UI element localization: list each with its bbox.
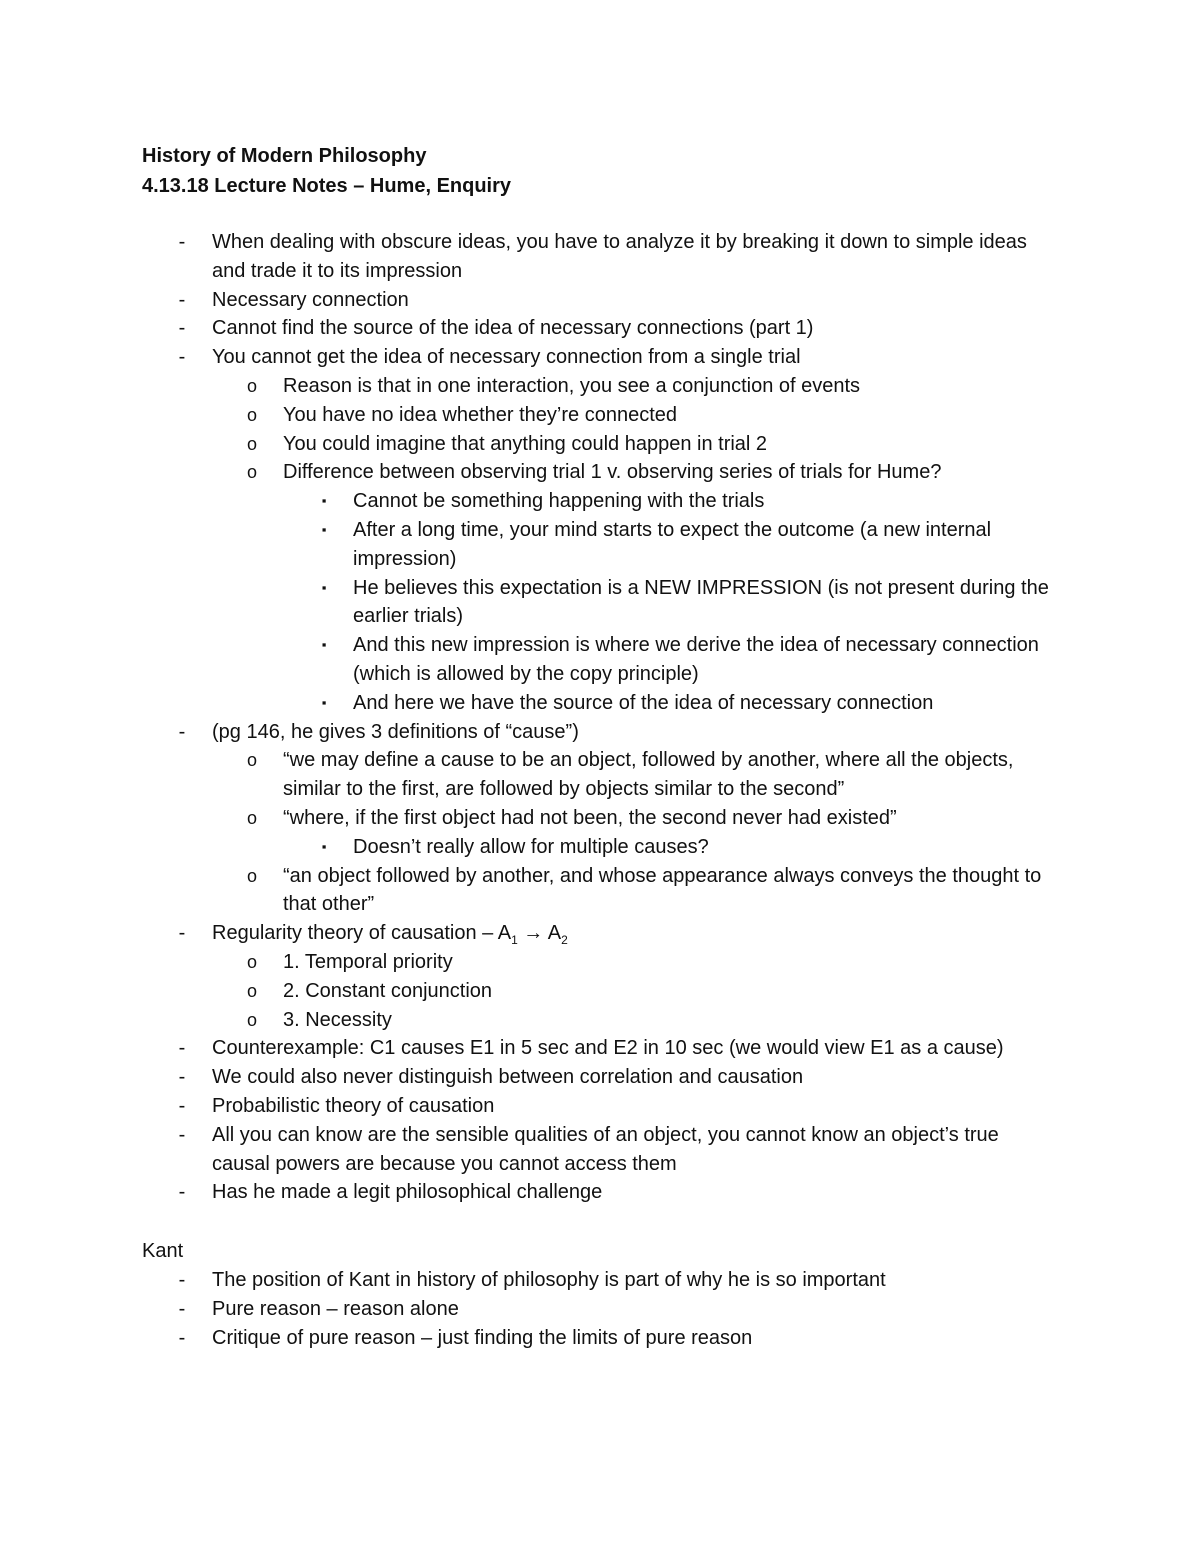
list-item-text: Reason is that in one interaction, you see a conjunction of events bbox=[283, 374, 861, 397]
arrow-text: → A bbox=[517, 922, 562, 945]
list-item bbox=[142, 1121, 1062, 1179]
dash-bullet: - bbox=[178, 1181, 186, 1204]
list-item bbox=[142, 286, 1062, 315]
square-bullet: ▪ bbox=[321, 493, 327, 509]
list-item-text: Necessary connection bbox=[212, 288, 409, 311]
list-item-text: Probabilistic theory of causation bbox=[212, 1094, 495, 1117]
list-item bbox=[142, 833, 1062, 862]
list-item bbox=[142, 314, 1062, 343]
circle-bullet: o bbox=[246, 375, 257, 396]
list-item-regularity bbox=[142, 919, 1062, 948]
list-item-text: Doesn’t really allow for multiple causes? bbox=[353, 835, 709, 858]
list-item bbox=[142, 1092, 1062, 1121]
list-item-text: He believes this expectation is a NEW IMPRESSION (is not present during the earlier trials) bbox=[353, 576, 1049, 628]
dash-bullet: - bbox=[178, 1066, 186, 1089]
list-item-text: 1. Temporal priority bbox=[283, 950, 453, 973]
list-item bbox=[142, 343, 1062, 372]
list-item-text: Difference between observing trial 1 v. observing series of trials for Hume? bbox=[283, 461, 942, 484]
list-item bbox=[142, 458, 1062, 487]
list-item bbox=[142, 977, 1062, 1006]
square-bullet: ▪ bbox=[321, 521, 327, 537]
dash-bullet: - bbox=[178, 922, 186, 945]
circle-bullet: o bbox=[246, 462, 257, 483]
document-page bbox=[142, 141, 1062, 1352]
list-item bbox=[142, 689, 1062, 718]
list-item-text: Cannot find the source of the idea of necessary connections (part 1) bbox=[212, 317, 814, 340]
list-item-text: “we may define a cause to be an object, followed by another, where all the objects, similar to the first, are followed by objects similar to the second” bbox=[283, 749, 1014, 801]
list-item-text: Pure reason – reason alone bbox=[212, 1297, 459, 1320]
dash-bullet: - bbox=[178, 720, 186, 743]
circle-bullet: o bbox=[246, 951, 257, 972]
list-item-text: “an object followed by another, and whose appearance always conveys the thought to that other” bbox=[283, 864, 1042, 916]
list-item-text: All you can know are the sensible qualities of an object, you cannot know an object’s true causal powers are because you cannot access them bbox=[212, 1123, 999, 1175]
list-item-text: And this new impression is where we derive the idea of necessary connection (which is allowed by the copy principle) bbox=[353, 634, 1039, 685]
dash-bullet: - bbox=[178, 1094, 186, 1117]
list-item-text: 3. Necessity bbox=[283, 1008, 392, 1031]
list-item bbox=[142, 862, 1062, 920]
list-item-text: The position of Kant in history of philosophy is part of why he is so important bbox=[212, 1269, 886, 1292]
list-item-text: Cannot be something happening with the trials bbox=[353, 490, 765, 513]
square-bullet: ▪ bbox=[321, 637, 327, 653]
list-item-text: After a long time, your mind starts to expect the outcome (a new internal impression) bbox=[353, 518, 992, 570]
list-item bbox=[142, 746, 1062, 804]
list-item-text: Has he made a legit philosophical challenge bbox=[212, 1181, 603, 1204]
dash-bullet: - bbox=[178, 231, 186, 253]
list-item bbox=[142, 718, 1062, 747]
list-item bbox=[142, 1034, 1062, 1063]
dash-bullet: - bbox=[178, 346, 186, 369]
square-bullet: ▪ bbox=[321, 694, 327, 710]
list-item bbox=[142, 631, 1062, 689]
list-item-text: When dealing with obscure ideas, you have to analyze it by breaking it down to simple ideas and trade it to its impression bbox=[212, 231, 1027, 282]
list-item bbox=[142, 430, 1062, 459]
dash-bullet: - bbox=[178, 1037, 186, 1060]
list-item bbox=[142, 1063, 1062, 1092]
subscript-one: 1 bbox=[511, 933, 518, 948]
circle-bullet: o bbox=[246, 807, 257, 828]
list-item-text: (pg 146, he gives 3 definitions of “cause”) bbox=[212, 720, 579, 743]
circle-bullet: o bbox=[246, 433, 257, 454]
circle-bullet: o bbox=[246, 1009, 257, 1030]
dash-bullet: - bbox=[178, 1123, 186, 1146]
list-item-text: You could imagine that anything could happen in trial 2 bbox=[283, 432, 768, 455]
list-item-text: Counterexample: C1 causes E1 in 5 sec and E2 in 10 sec (we would view E1 as a cause) bbox=[212, 1037, 1004, 1060]
subscript-two: 2 bbox=[561, 933, 568, 948]
circle-bullet: o bbox=[246, 750, 257, 771]
hume-notes-list bbox=[142, 228, 1062, 919]
list-item-text: “where, if the first object had not been, the second never had existed” bbox=[283, 806, 897, 829]
list-item bbox=[142, 574, 1062, 632]
list-item bbox=[142, 1006, 1062, 1035]
list-item bbox=[142, 948, 1062, 977]
list-item bbox=[142, 804, 1062, 833]
kant-heading: Kant bbox=[142, 1240, 184, 1263]
list-item bbox=[142, 516, 1062, 574]
hume-notes-list-continued bbox=[142, 948, 1062, 1207]
kant-notes-list bbox=[142, 1266, 1062, 1352]
list-item bbox=[142, 487, 1062, 516]
list-item bbox=[142, 1324, 1062, 1353]
list-item-text: You cannot get the idea of necessary connection from a single trial bbox=[212, 346, 801, 369]
list-item bbox=[142, 1295, 1062, 1324]
document-title: History of Modern Philosophy bbox=[142, 145, 427, 167]
circle-bullet: o bbox=[246, 980, 257, 1001]
list-item-text: You have no idea whether they’re connected bbox=[283, 403, 677, 426]
list-item-text: And here we have the source of the idea of necessary connection bbox=[353, 691, 934, 714]
list-item bbox=[142, 1178, 1062, 1207]
dash-bullet: - bbox=[178, 317, 186, 340]
list-item bbox=[142, 372, 1062, 401]
dash-bullet: - bbox=[178, 1269, 186, 1292]
list-item bbox=[142, 228, 1062, 286]
regularity-prefix: Regularity theory of causation – A bbox=[212, 922, 512, 945]
list-item bbox=[142, 401, 1062, 430]
square-bullet: ▪ bbox=[321, 579, 327, 595]
document-subtitle: 4.13.18 Lecture Notes – Hume, Enquiry bbox=[142, 175, 512, 197]
list-item bbox=[142, 1266, 1062, 1295]
circle-bullet: o bbox=[246, 404, 257, 425]
dash-bullet: - bbox=[178, 1326, 186, 1349]
dash-bullet: - bbox=[178, 1297, 186, 1320]
circle-bullet: o bbox=[246, 865, 257, 886]
dash-bullet: - bbox=[178, 288, 186, 311]
square-bullet: ▪ bbox=[321, 838, 327, 854]
list-item-text: 2. Constant conjunction bbox=[283, 979, 493, 1002]
list-item-text: Critique of pure reason – just finding the limits of pure reason bbox=[212, 1326, 753, 1349]
list-item-text: We could also never distinguish between correlation and causation bbox=[212, 1066, 804, 1089]
